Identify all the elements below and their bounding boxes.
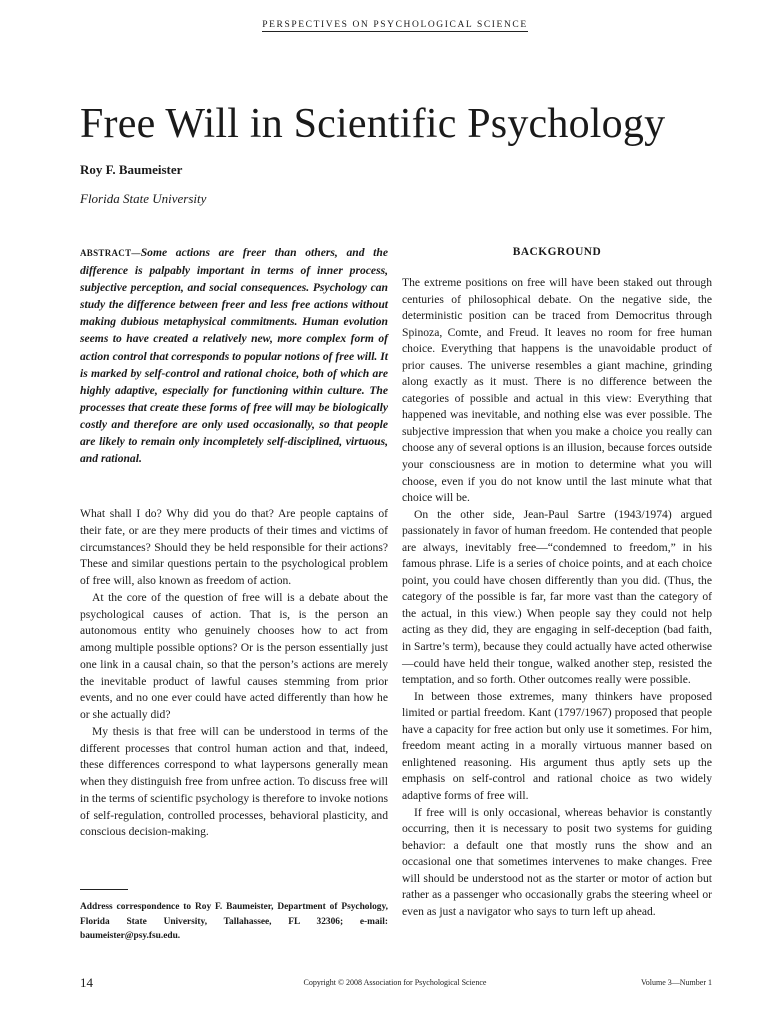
correspondence-footnote: Address correspondence to Roy F. Baumeister, Department of Psychology, Florida State University, Tallahassee, FL 32306; e-mail: baumeister@psy.fsu.edu. (80, 902, 388, 941)
article-title: Free Will in Scientific Psychology (80, 101, 666, 147)
author-affiliation: Florida State University (80, 191, 207, 206)
section-paragraph: The extreme positions on free will have been staked out through centuries of philosophical debate. On the negative side, the deterministic position can be traced from Democritus through Spinoza, Comte, and Freud. It leaves no room for free human choice. Everything that happens is the unavoidable product of prior causes. The universe resembles a giant machine, grinding along exactly as it must. There is no difference between the categories of possible and actual in this view: Everything that happened was inevitable, and nothing else was ever possible. The subjective impression that when you make a choice you really can choose any of several options is an illusion, because forces outside your consciousness are in motion to determine what you will choose, even if you do not know until the last minute what that choice will be. (402, 276, 712, 505)
author-name: Roy F. Baumeister (80, 162, 183, 177)
journal-name: PERSPECTIVES ON PSYCHOLOGICAL SCIENCE (262, 20, 528, 30)
body-paragraph: At the core of the question of free will is a debate about the psychological causes of action. That is, is the person an autonomous entity who genuinely chooses how to act from among multiple possible options? Or is the person essentially just one link in a causal chain, so that the person’s actions are merely the inevitable product of lawful causes stemming from prior events, and no one ever could have acted differently than how he or she actually did? (80, 590, 388, 721)
page-number: 14 (80, 975, 93, 990)
left-column-body (80, 506, 388, 841)
section-paragraph: If free will is only occasional, whereas behavior is constantly occurring, then it is necessary to posit two systems for guiding behavior: a default one that mostly runs the show and an occasional one that sometimes intervenes to make changes. Free will should be understood not as the starter or motor of action but rather as a passenger who occasionally grabs the steering wheel or even as just a navigator who says to turn left up ahead. (402, 805, 712, 918)
running-header (0, 20, 768, 30)
copyright-notice: Copyright © 2008 Association for Psychological Science (303, 978, 487, 987)
footnote-divider (80, 889, 128, 890)
body-paragraph: What shall I do? Why did you do that? Are people captains of their fate, or are they mere products of their times and victims of circumstances? Should they be held responsible for their actions? These and similar questions pertain to the psychological problem of free will, also known as freedom of action. (80, 507, 388, 587)
right-column-body (402, 275, 712, 920)
body-paragraph: My thesis is that free will can be understood in terms of the different processes that control human action and that, indeed, these differences correspond to what laypersons generally mean when they distinguish free from unfree action. To discuss free will in the terms of scientific psychology is therefore to invoke notions of self-regulation, controlled processes, behavioral plasticity, and conscious decision-making. (80, 724, 388, 839)
abstract-text: Some actions are freer than others, and the difference is palpably important in terms of inner process, subjective perception, and social consequences. Psychology can study the difference between freer and less free actions without making dubious metaphysical commitments. Human evolution seems to have created a relatively new, more complex form of action control that corresponds to popular notions of free will. It is marked by self-control and rational choice, both of which are highly adaptive, especially for functioning within culture. The processes that create these forms of free will may be biologically costly and therefore are only used occasionally, so that people are likely to remain only incompletely self-disciplined, virtuous, and rational. (80, 246, 388, 466)
abstract (80, 244, 388, 467)
section-paragraph: On the other side, Jean-Paul Sartre (1943/1974) argued passionately in favor of human freedom. He contended that people are always, inevitably free—“condemned to freedom,” in his famous phrase. Life is a series of choice points, and at each choice point, you could have chosen differently than you did. (Thus, the category of the possible is far, far more vast than the category of the actual, in this view.) When people say they could not help acting as they did, they are engaging in self-deception (bad faith, in Sartre’s term), because they could actually have acted otherwise—could have held their tongue, walked another step, resisted the temptation, and so forth. Other outcomes really were possible. (402, 507, 712, 687)
section-paragraph: In between those extremes, many thinkers have proposed limited or partial freedom. Kant (1797/1967) proposed that people have a capacity for free action but only use it sometimes. For him, freedom meant acting in a morally virtuous manner based on enlightened reasoning. His argument thus aptly sets up the emphasis on self-control and rational choice as two widely adaptive forms of free will. (402, 689, 712, 802)
volume-issue: Volume 3—Number 1 (641, 978, 712, 987)
section-heading: BACKGROUND (512, 246, 602, 258)
abstract-label: ABSTRACT— (80, 248, 141, 258)
